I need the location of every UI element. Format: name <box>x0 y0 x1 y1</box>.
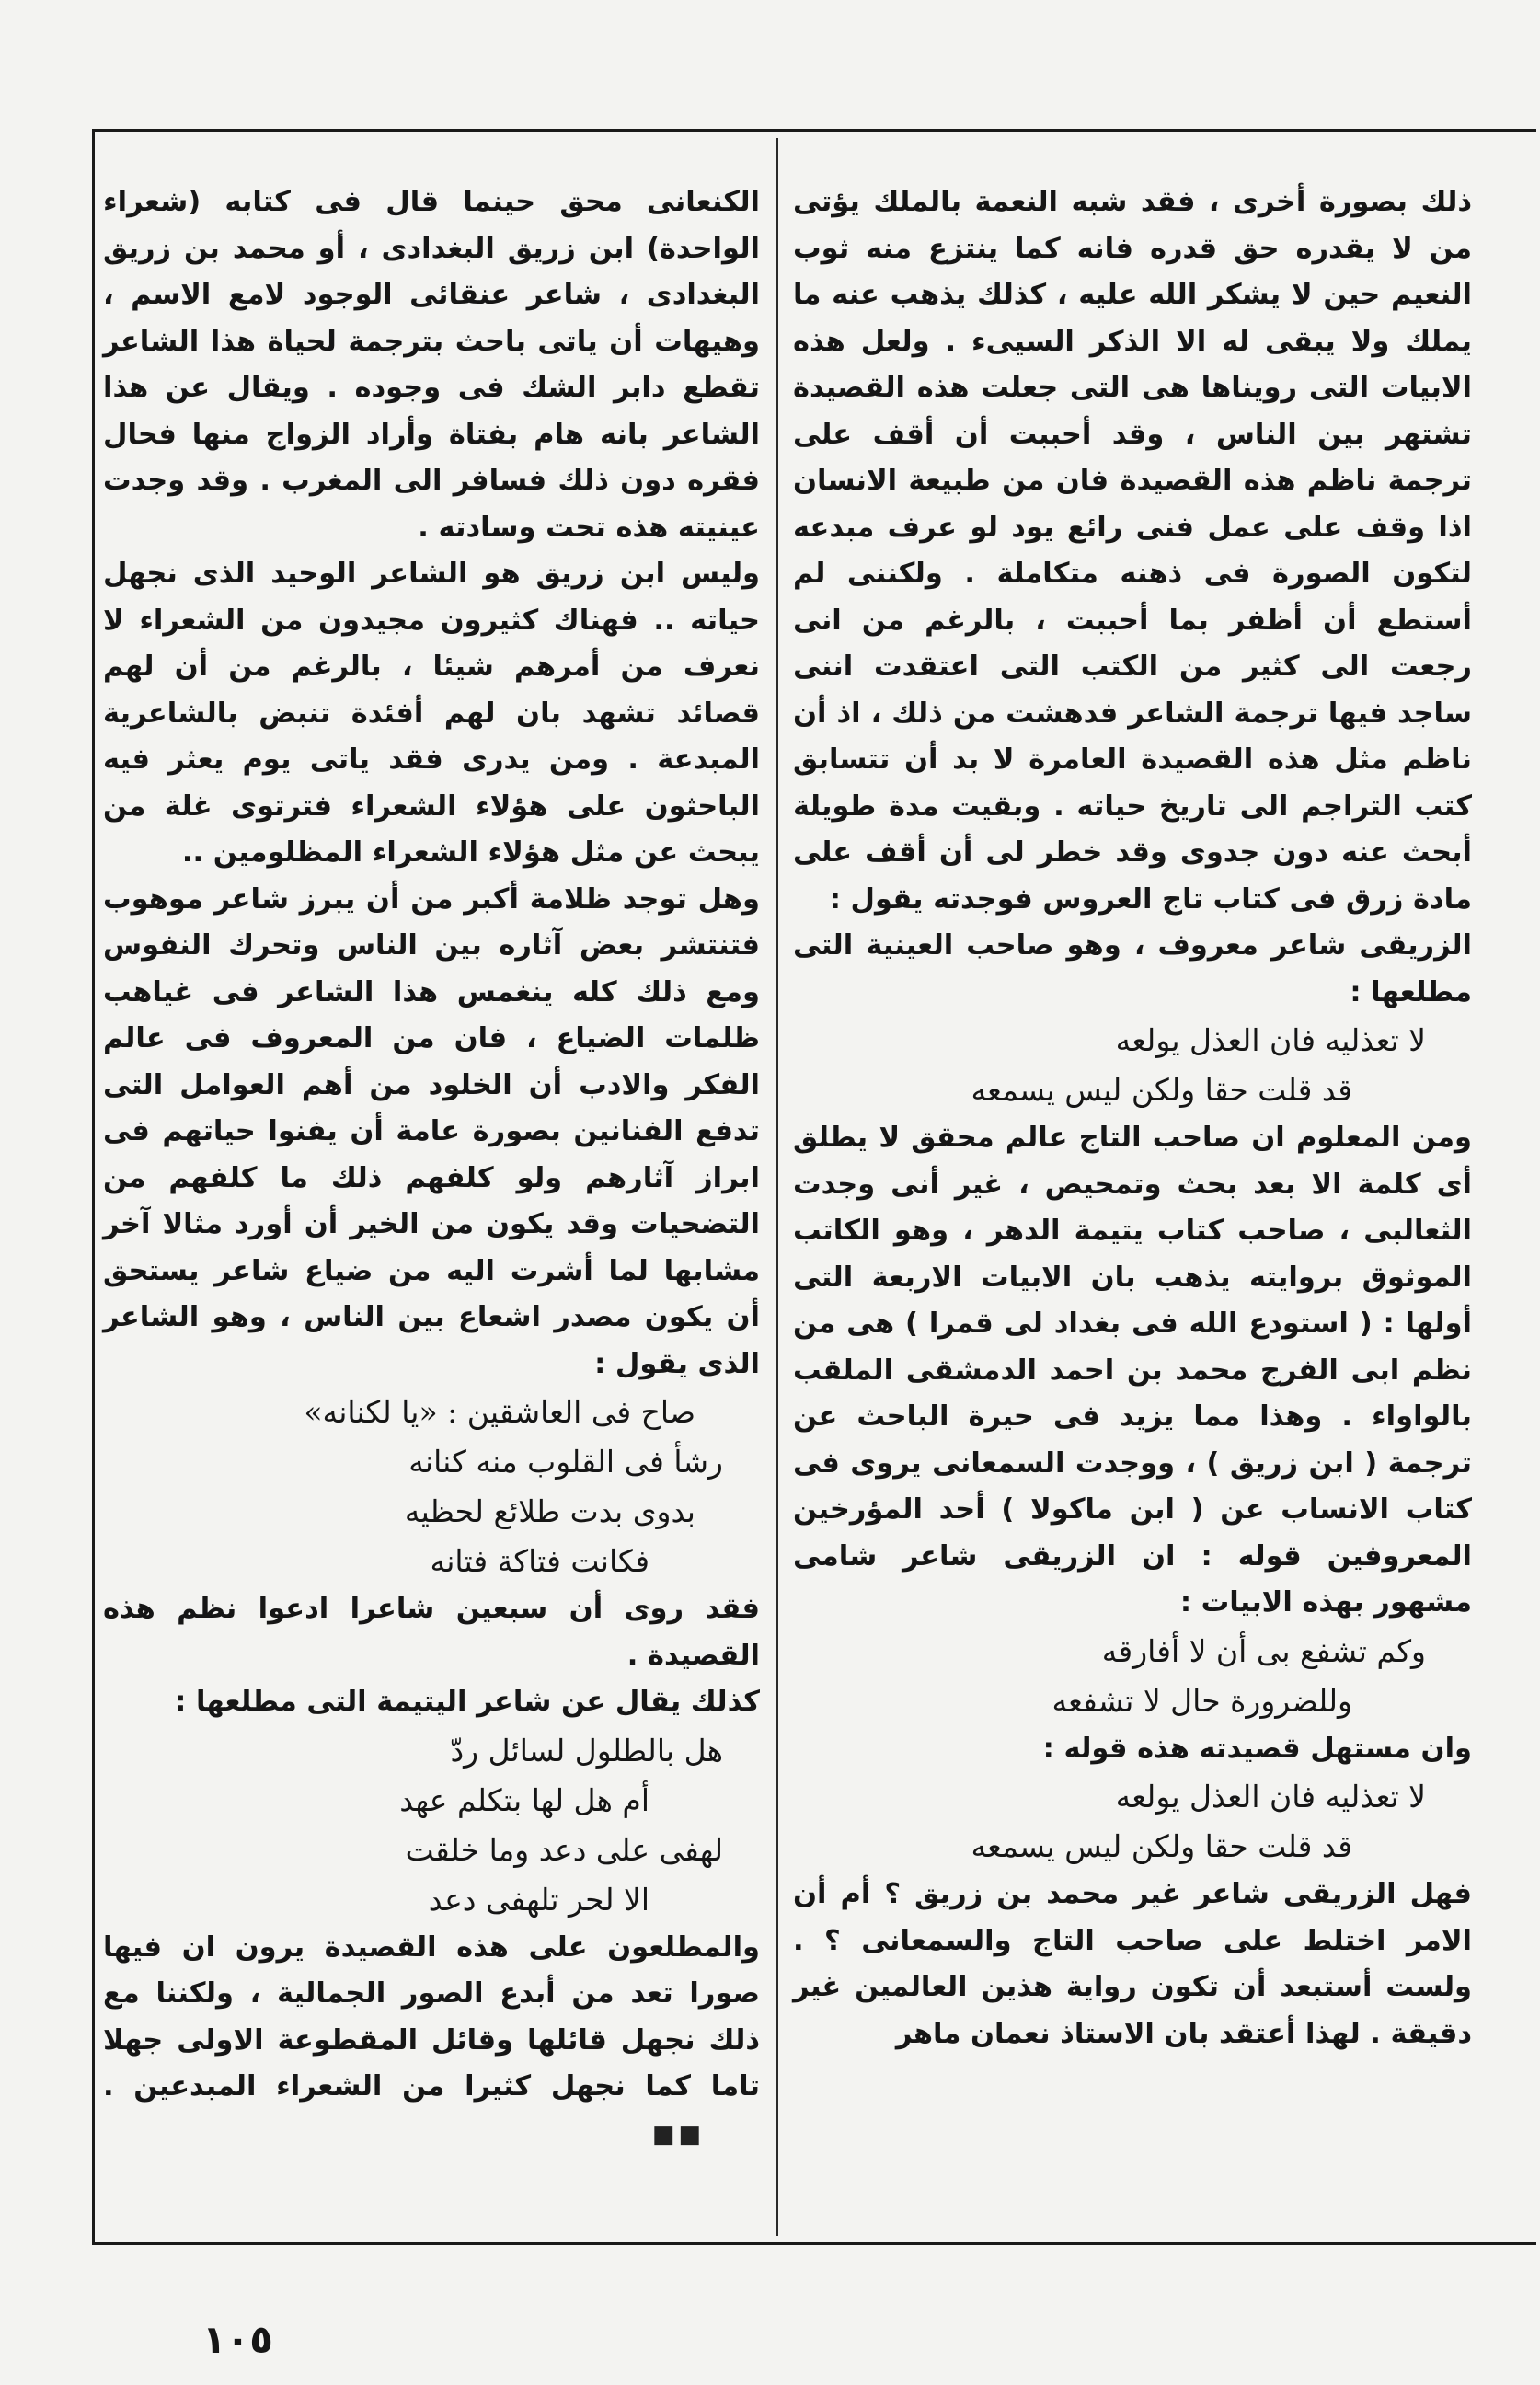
poem-2-line-2: أم هل لها بتكلم عهد <box>399 1781 649 1818</box>
poem-1-line-2: رشأ فى القلوب منه كنانه <box>408 1444 723 1480</box>
verse-3-second-hemistich: قد قلت حقا ولكن ليس يسمعه <box>971 1828 1352 1864</box>
poem-2-line-3: لهفى على دعد وما خلقت <box>405 1831 723 1868</box>
poem-2-line-4: الا لحر تلهفى دعد <box>428 1881 649 1918</box>
verse-1-second-hemistich: قد قلت حقا ولكن ليس يسمعه <box>971 1072 1352 1108</box>
left-paragraph-2: وليس ابن زريق هو الشاعر الوحيد الذى نجهل حياته .. فهناك كثيرون مجيدون من الشعراء لا نعرف من أمرهم شيئا ، بالرغم من أن لهم قصائد تشهد بان لهم أفئدة تنبض بالشاعرية المبدعة . ومن يدرى فقد ياتى يوم يعثر فيه الباحثون على هؤلاء الشعراء فترتوى غلة من يبحث عن مثل هؤلاء الشعراء المظلومين .. <box>103 558 760 869</box>
article-end-mark: ■■ <box>651 2120 705 2149</box>
verse-1-first-hemistich: لا تعذليه فان العذل يولعه <box>1115 1022 1426 1058</box>
left-paragraph-6 <box>103 1925 760 2159</box>
right-column <box>793 179 1472 2057</box>
poem-1-line-3: بدوى بدت طلائع لحظيه <box>404 1493 695 1529</box>
right-paragraph-1: ذلك بصورة أخرى ، فقد شبه النعمة بالملك يؤتى من لا يقدره حق قدره فانه كما ينتزع منه ثوب النعيم حين لا يشكر الله عليه ، كذلك يذهب عنه ما يملك ولا يبقى له الا الذكر السيىء . ولعل هذه الابيات التى رويناها هى التى جعلت هذه القصيدة تشتهر بين الناس ، وقد أحببت أن أقف على ترجمة ناظم هذه القصيدة فان من طبيعة الانسان اذا وقف على عمل فنى رائع يود لو عرف مبدعه لتكون الصورة فى ذهنه متكاملة . ولكننى لم أستطع أن أظفر بما أحببت ، بالرغم من انى رجعت الى كثير من الكتب التى اعتقدت اننى ساجد فيها ترجمة الشاعر فدهشت من ذلك ، اذ أن ناظم مثل هذه القصيدة العامرة لا بد أن تتسابق كتب التراجم الى تاريخ حياته . وبقيت مدة طويلة أبحث عنه دون جدوى وقد خطر لى أن أقف على مادة زرق فى كتاب تاج العروس فوجدته يقول : <box>793 186 1472 916</box>
right-paragraph-4: وان مستهل قصيدته هذه قوله : <box>1042 1732 1472 1765</box>
verse-2-first-hemistich: وكم تشفع بى أن لا أفارقه <box>1101 1632 1426 1669</box>
left-paragraph-4: فقد روى أن سبعين شاعرا ادعوا نظم هذه القصيدة . <box>103 1593 760 1672</box>
left-paragraph-3: وهل توجد ظلامة أكبر من أن يبرز شاعر موهوب فتنتشر بعض آثاره بين الناس وتحرك النفوس ومع ذلك كله ينغمس هذا الشاعر فى غياهب ظلمات الضياع ، فان من المعروف فى عالم الفكر والادب أن الخلود من أهم العوامل التى تدفع الفنانين بصورة عامة أن يفنوا حياتهم فى ابراز آثارهم ولو كلفهم ذلك ما كلفهم من التضحيات وقد يكون من الخير أن أورد مثالا آخر مشابها لما أشرت اليه من ضياع شاعر يستحق أن يكون مصدر اشعاع بين الناس ، وهو الشاعر الذى يقول : <box>103 882 760 1380</box>
left-paragraph-6-text: والمطلعون على هذه القصيدة يرون ان فيها صورا تعد من أبدع الصور الجمالية ، ولكننا مع ذلك نجهل قائلها وقائل المقطوعة الاولى جهلا تاما كما نجهل كثيرا من الشعراء المبدعين . <box>103 1930 760 2103</box>
right-paragraph-2: الزريقى شاعر معروف ، وهو صاحب العينية التى مطلعها : <box>793 929 1472 1008</box>
left-paragraph-5: كذلك يقال عن شاعر اليتيمة التى مطلعها : <box>175 1686 760 1718</box>
page-number: ١٠٥ <box>202 2317 273 2362</box>
right-paragraph-3: ومن المعلوم ان صاحب التاج عالم محقق لا يطلق أى كلمة الا بعد بحث وتمحيص ، غير أنى وجدت الثعالبى ، صاحب كتاب يتيمة الدهر ، وهو الكاتب الموثوق بروايته يذهب بان الابيات الاربعة التى أولها : ( استودع الله فى بغداد لى قمرا ) هى من نظم ابى الفرج محمد بن احمد الدمشقى الملقب بالواواء . وهذا مما يزيد فى حيرة الباحث عن ترجمة ( ابن زريق ) ، ووجدت السمعانى يروى فى كتاب الانساب عن ( ابن ماكولا ) أحد المؤرخين المعروفين قوله : ان الزريقى شاعر شامى مشهور بهذه الابيات : <box>793 1122 1472 1619</box>
poem-1-line-4: فكانت فتاكة فتانه <box>430 1543 649 1579</box>
left-column <box>103 179 760 2158</box>
verse-3-first-hemistich: لا تعذليه فان العذل يولعه <box>1115 1779 1426 1815</box>
right-paragraph-5: فهل الزريقى شاعر غير محمد بن زريق ؟ أم أن الامر اختلط على صاحب التاج والسمعانى ؟ . ولست أستبعد أن تكون رواية هذين العالمين غير دقيقة . لهذا أعتقد بان الاستاذ نعمان ماهر <box>793 1878 1472 2050</box>
poem-1-line-1: صاح فى العاشقين : «يا لكنانه» <box>304 1394 695 1430</box>
left-paragraph-1: الكنعانى محق حينما قال فى كتابه (شعراء الواحدة) ابن زريق البغدادى ، أو محمد بن زريق البغدادى ، شاعر عنقائى الوجود لامع الاسم ، وهيهات أن ياتى باحث بترجمة لحياة هذا الشاعر تقطع دابر الشك فى وجوده . ويقال عن هذا الشاعر بانه هام بفتاة وأراد الزواج منها فحال فقره دون ذلك فسافر الى المغرب . وقد وجدت عينيته هذه تحت وسادته . <box>103 186 760 544</box>
poem-2-line-1: هل بالطلول لسائل ردّ <box>450 1732 723 1769</box>
verse-2-second-hemistich: وللضرورة حال لا تشفعه <box>1052 1682 1352 1719</box>
column-divider <box>776 138 778 2236</box>
